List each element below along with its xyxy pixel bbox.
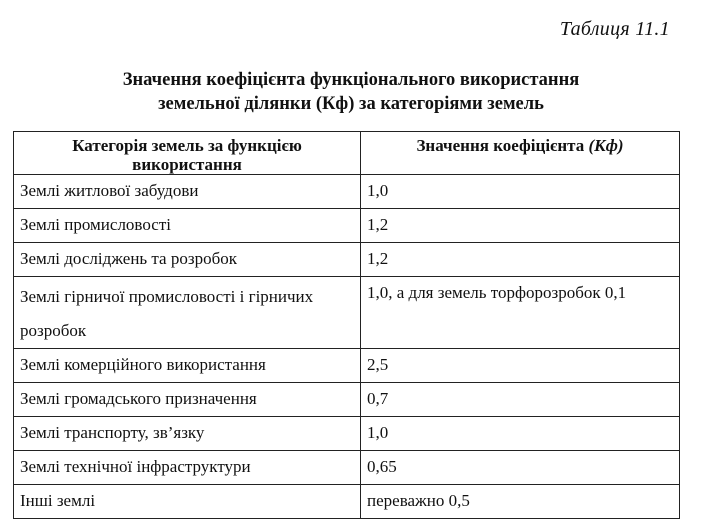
category-cell: Землі досліджень та розробок: [14, 243, 361, 277]
coefficient-table: [13, 131, 680, 519]
table-row: [14, 175, 680, 209]
value-cell: переважно 0,5: [361, 485, 680, 519]
header-value: [361, 132, 680, 175]
table-row: [14, 349, 680, 383]
header-value-prefix: Значення коефіцієнта: [416, 136, 589, 155]
table-row: [14, 209, 680, 243]
table-header-row: [14, 132, 680, 175]
category-cell: Землі транспорту, зв’язку: [14, 417, 361, 451]
table-row: [14, 277, 680, 349]
table-row: [14, 243, 680, 277]
header-category: Категорія земель за функцією використання: [14, 132, 361, 175]
category-cell: Землі громадського призначення: [14, 383, 361, 417]
value-cell: 0,65: [361, 451, 680, 485]
table-title: [0, 68, 702, 116]
table-number: Таблиця 11.1: [559, 18, 670, 40]
table-row: [14, 417, 680, 451]
value-cell: 2,5: [361, 349, 680, 383]
value-cell: 0,7: [361, 383, 680, 417]
category-cell: Землі комерційного використання: [14, 349, 361, 383]
category-cell: Землі промисловості: [14, 209, 361, 243]
table-row: [14, 383, 680, 417]
table-row: [14, 485, 680, 519]
value-cell: 1,0, а для земель торфорозробок 0,1: [361, 277, 680, 349]
table-row: [14, 451, 680, 485]
category-cell: Землі гірничої промисловості і гірничих розробок: [14, 277, 361, 349]
header-value-symbol: (Кф): [588, 136, 624, 155]
value-cell: 1,2: [361, 209, 680, 243]
table-title-line-2: земельної ділянки (Кф) за категоріями земель: [158, 94, 544, 114]
value-cell: 1,2: [361, 243, 680, 277]
table-title-line-1: Значення коефіцієнта функціонального використання: [122, 70, 580, 90]
category-cell: Інші землі: [14, 485, 361, 519]
category-cell: Землі житлової забудови: [14, 175, 361, 209]
value-cell: 1,0: [361, 175, 680, 209]
value-cell: 1,0: [361, 417, 680, 451]
category-cell: Землі технічної інфраструктури: [14, 451, 361, 485]
